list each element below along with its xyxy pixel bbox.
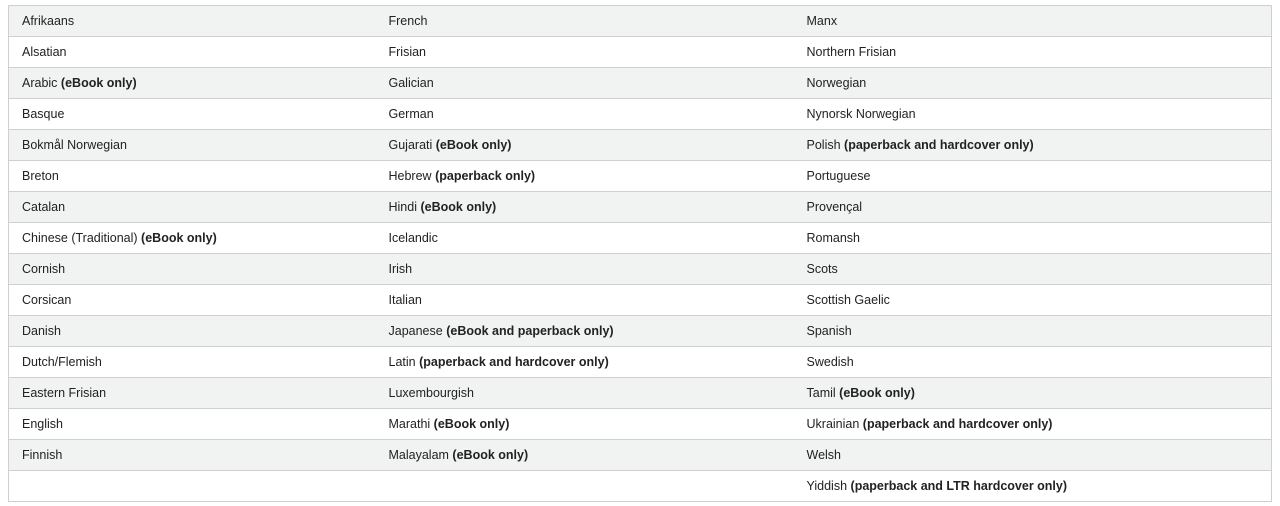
- table-row: [9, 192, 1272, 223]
- language-name: Afrikaans: [22, 14, 75, 28]
- language-cell: [376, 99, 794, 130]
- language-name: Romansh: [806, 231, 860, 245]
- availability-note: (eBook only): [60, 76, 137, 90]
- language-cell: [9, 378, 376, 409]
- language-name: Hebrew: [388, 169, 432, 183]
- table-row: [9, 378, 1272, 409]
- language-name: Ukrainian: [806, 417, 860, 431]
- language-cell: [9, 99, 376, 130]
- language-name: Swedish: [806, 355, 854, 369]
- language-cell: [9, 192, 376, 223]
- availability-note: (paperback only): [435, 169, 536, 183]
- table-row: [9, 99, 1272, 130]
- language-name: English: [22, 417, 63, 431]
- language-name: Icelandic: [388, 231, 438, 245]
- language-name: Provençal: [806, 200, 863, 214]
- language-cell: [376, 192, 794, 223]
- language-name: Yiddish: [806, 479, 848, 493]
- table-row: [9, 440, 1272, 471]
- availability-note: (eBook only): [452, 448, 529, 462]
- language-cell: [376, 254, 794, 285]
- availability-note: (eBook only): [839, 386, 915, 400]
- language-name: Japanese: [388, 324, 443, 338]
- language-cell: [9, 130, 376, 161]
- availability-note: (paperback and hardcover only): [419, 355, 609, 369]
- language-name: Frisian: [388, 45, 427, 59]
- language-cell: [794, 192, 1272, 223]
- language-name: Norwegian: [806, 76, 867, 90]
- table-row: [9, 316, 1272, 347]
- language-cell: [9, 68, 376, 99]
- language-name: Alsatian: [22, 45, 67, 59]
- table-row: [9, 223, 1272, 254]
- supported-languages-table: [8, 5, 1272, 502]
- language-name: Cornish: [22, 262, 66, 276]
- language-cell: [376, 316, 794, 347]
- table-row: [9, 37, 1272, 68]
- language-name: Portuguese: [806, 169, 871, 183]
- language-cell: [9, 316, 376, 347]
- language-cell: [794, 6, 1272, 37]
- language-cell: [794, 347, 1272, 378]
- language-cell: [794, 378, 1272, 409]
- availability-note: (eBook only): [420, 200, 497, 214]
- availability-note: (eBook only): [435, 138, 512, 152]
- language-cell: [376, 378, 794, 409]
- language-name: Chinese (Traditional): [22, 231, 138, 245]
- language-cell: [794, 285, 1272, 316]
- language-cell: [376, 6, 794, 37]
- language-cell: [794, 37, 1272, 68]
- language-cell: [794, 68, 1272, 99]
- language-name: Scots: [806, 262, 838, 276]
- language-name: Italian: [388, 293, 422, 307]
- language-cell: [9, 37, 376, 68]
- language-cell: [9, 223, 376, 254]
- language-name: Malayalam: [388, 448, 449, 462]
- table-row: [9, 347, 1272, 378]
- language-cell: [794, 440, 1272, 471]
- language-cell: [9, 347, 376, 378]
- language-name: Spanish: [806, 324, 852, 338]
- language-cell: [9, 161, 376, 192]
- language-name: Bokmål Norwegian: [22, 138, 127, 152]
- language-name: Latin: [388, 355, 416, 369]
- availability-note: (eBook and paperback only): [446, 324, 614, 338]
- language-cell: [794, 316, 1272, 347]
- table-row: [9, 161, 1272, 192]
- language-cell: [9, 471, 376, 502]
- language-cell: [9, 440, 376, 471]
- language-cell: [376, 161, 794, 192]
- language-name: Corsican: [22, 293, 72, 307]
- language-name: French: [388, 14, 428, 28]
- language-cell: [376, 440, 794, 471]
- language-name: Northern Frisian: [806, 45, 897, 59]
- language-name: Breton: [22, 169, 59, 183]
- language-name: Danish: [22, 324, 61, 338]
- language-name: Irish: [388, 262, 413, 276]
- table-row: [9, 285, 1272, 316]
- language-name: Manx: [806, 14, 838, 28]
- language-name: Scottish Gaelic: [806, 293, 890, 307]
- language-cell: [9, 6, 376, 37]
- language-name: Tamil: [806, 386, 836, 400]
- language-cell: [9, 254, 376, 285]
- language-name: Polish: [806, 138, 841, 152]
- language-cell: [794, 223, 1272, 254]
- language-cell: [376, 130, 794, 161]
- availability-note: (paperback and hardcover only): [862, 417, 1053, 431]
- language-name: Gujarati: [388, 138, 433, 152]
- language-name: Hindi: [388, 200, 417, 214]
- language-cell: [794, 409, 1272, 440]
- table-row: [9, 409, 1272, 440]
- language-cell: [376, 471, 794, 502]
- table-row: [9, 6, 1272, 37]
- language-name: Welsh: [806, 448, 842, 462]
- language-cell: [376, 37, 794, 68]
- language-cell: [794, 471, 1272, 502]
- language-name: German: [388, 107, 434, 121]
- language-name: Marathi: [388, 417, 431, 431]
- language-name: Finnish: [22, 448, 63, 462]
- table-row: [9, 471, 1272, 502]
- language-name: Eastern Frisian: [22, 386, 107, 400]
- language-name: Galician: [388, 76, 434, 90]
- language-name: Luxembourgish: [388, 386, 474, 400]
- language-cell: [9, 409, 376, 440]
- table-row: [9, 130, 1272, 161]
- availability-note: (paperback and LTR hardcover only): [850, 479, 1068, 493]
- language-name: Nynorsk Norwegian: [806, 107, 916, 121]
- availability-note: (eBook only): [433, 417, 510, 431]
- language-cell: [794, 130, 1272, 161]
- table-row: [9, 254, 1272, 285]
- availability-note: (eBook only): [141, 231, 217, 245]
- language-name: Dutch/Flemish: [22, 355, 102, 369]
- language-cell: [376, 409, 794, 440]
- language-cell: [376, 223, 794, 254]
- language-name: Arabic: [22, 76, 58, 90]
- availability-note: (paperback and hardcover only): [844, 138, 1034, 152]
- language-cell: [376, 68, 794, 99]
- language-name: Basque: [22, 107, 65, 121]
- language-cell: [9, 285, 376, 316]
- table-body: [9, 6, 1272, 502]
- language-cell: [376, 285, 794, 316]
- language-table-container: [8, 5, 1271, 502]
- language-cell: [376, 347, 794, 378]
- table-row: [9, 68, 1272, 99]
- language-cell: [794, 99, 1272, 130]
- language-cell: [794, 254, 1272, 285]
- language-cell: [794, 161, 1272, 192]
- language-name: Catalan: [22, 200, 66, 214]
